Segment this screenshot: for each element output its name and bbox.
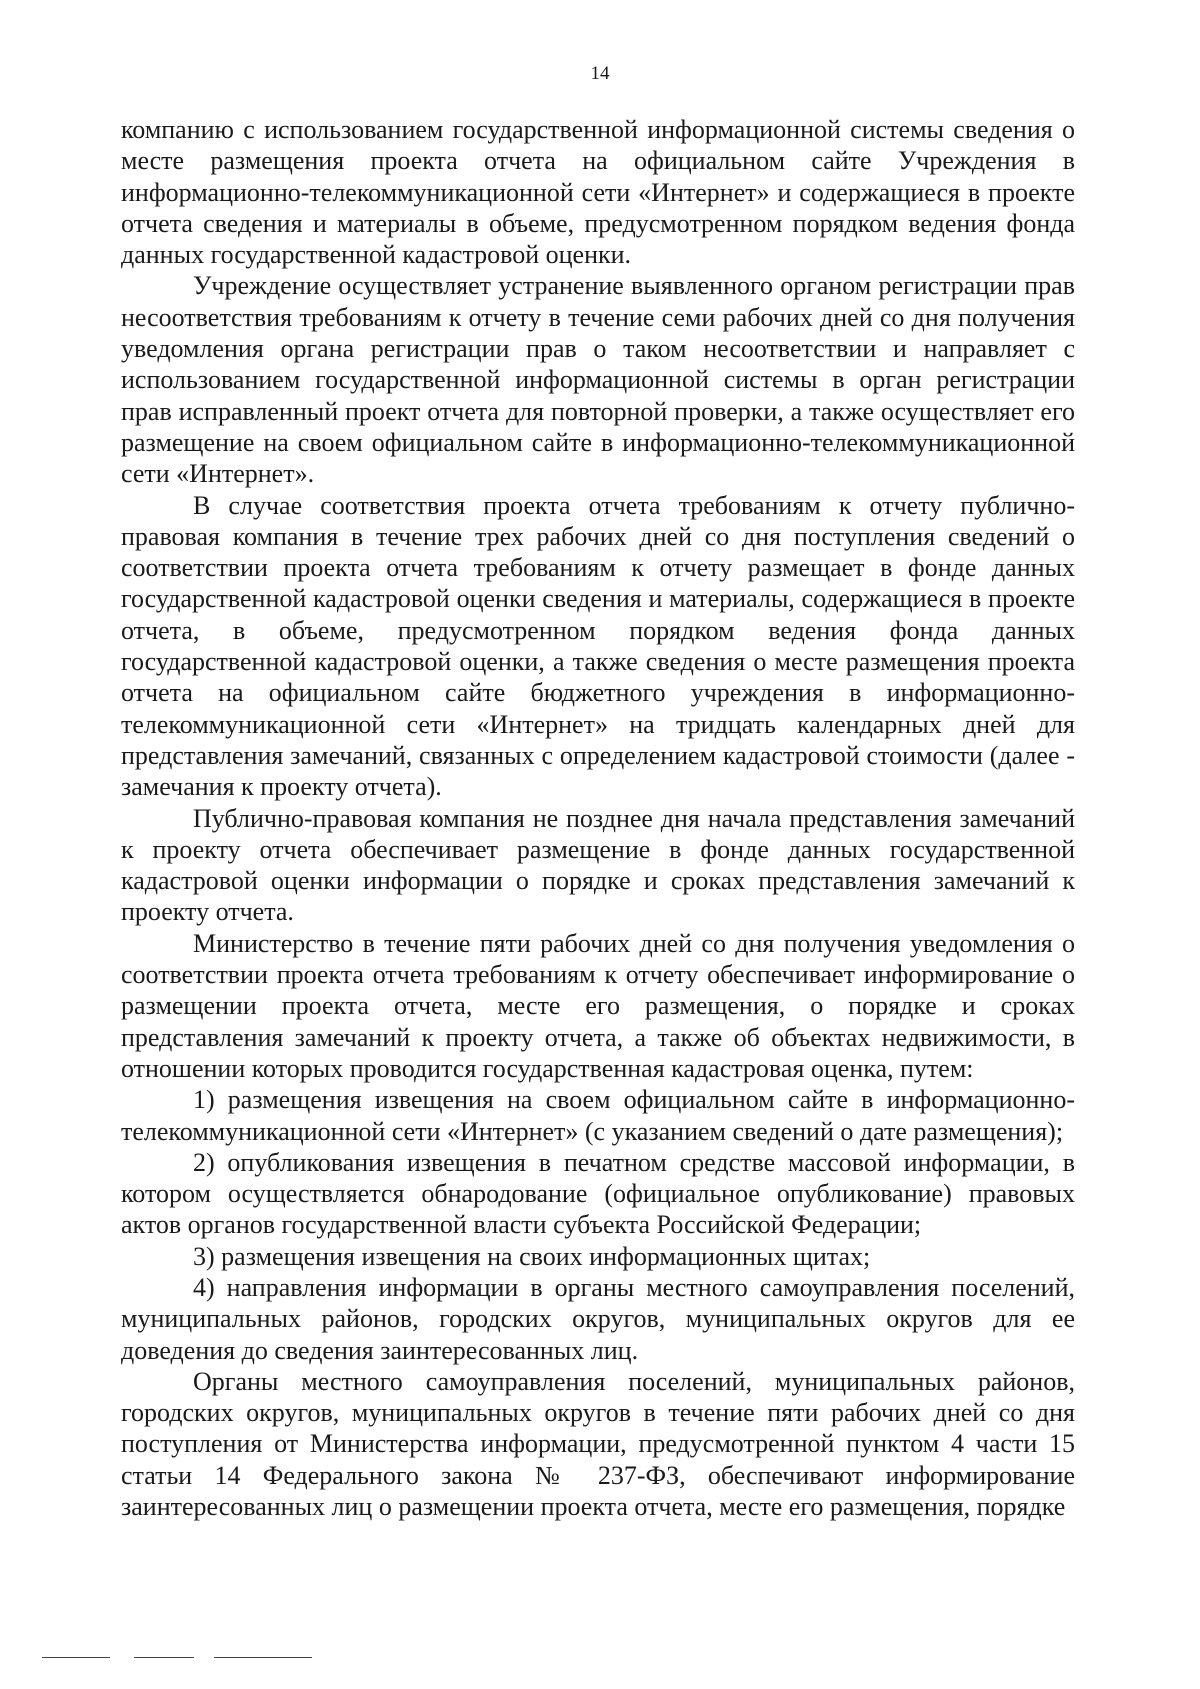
footer-line	[214, 1657, 312, 1658]
list-item-1: 1) размещения извещения на своем официальном сайте в информационно-телекоммуникационной сети «Интернет» (с указанием сведений о дате размещения);	[121, 1085, 1075, 1146]
list-item-4: 4) направления информации в органы местного самоуправления поселений, муниципальных районов, городских округов, муниципальных округов для ее доведения до сведения заинтересованных лиц.	[121, 1272, 1075, 1365]
paragraph-3: В случае соответствия проекта отчета требованиям к отчету публично-правовая компания в течение трех рабочих дней со дня поступления сведений о соответствии проекта отчета требованиям к отчету размещает в фонде данных государственной кадастровой оценки сведения и материалы, содержащиеся в проекте отчета, в объеме, предусмотренном порядком ведения фонда данных государственной кадастровой оценки, а также сведения о месте размещения проекта отчета на официальном сайте бюджетного учреждения в информационно-телекоммуникационной сети «Интернет» на тридцать календарных дней для представления замечаний, связанных с определением кадастровой стоимости (далее - замечания к проекту отчета).	[121, 490, 1075, 802]
footer-line	[42, 1657, 110, 1658]
paragraph-4: Публично-правовая компания не позднее дня начала представления замечаний к проекту отчета обеспечивает размещение в фонде данных государственной кадастровой оценки информации о порядке и сроках представления замечаний к проекту отчета.	[121, 803, 1075, 927]
list-item-2: 2) опубликования извещения в печатном средстве массовой информации, в котором осуществляется обнародование (официальное опубликование) правовых актов органов государственной власти субъекта Российской Федерации;	[121, 1147, 1075, 1240]
paragraph-6: Органы местного самоуправления поселений, муниципальных районов, городских округов, муниципальных округов в течение пяти рабочих дней со дня поступления от Министерства информации, предусмотренной пунктом 4 части 15 статьи 14 Федерального закона № 237-ФЗ, обеспечивают информирование заинтересованных лиц о размещении проекта отчета, месте его размещения, порядке	[121, 1366, 1075, 1522]
footer-line	[134, 1657, 194, 1658]
page-number: 14	[590, 63, 610, 84]
paragraph-1: компанию с использованием государственной информационной системы сведения о месте размещения проекта отчета на официальном сайте Учреждения в информационно-телекоммуникационной сети «Интернет» и содержащиеся в проекте отчета сведения и материалы в объеме, предусмотренном порядком ведения фонда данных государственной кадастровой оценки.	[121, 115, 1075, 270]
paragraph-2: Учреждение осуществляет устранение выявленного органом регистрации прав несоответствия требованиям к отчету в течение семи рабочих дней со дня получения уведомления органа регистрации прав о таком несоответствии и направляет с использованием государственной информационной системы в орган регистрации прав исправленный проект отчета для повторной проверки, а также осуществляет его размещение на своем официальном сайте в информационно-телекоммуникационной сети «Интернет».	[121, 271, 1075, 489]
list-item-3: 3) размещения извещения на своих информационных щитах;	[193, 1241, 871, 1271]
document-body	[121, 114, 1075, 1522]
paragraph-5: Министерство в течение пяти рабочих дней со дня получения уведомления о соответствии проекта отчета требованиям к отчету обеспечивает информирование о размещении проекта отчета, месте его размещения, о порядке и сроках представления замечаний к проекту отчета, а также об объектах недвижимости, в отношении которых проводится государственная кадастровая оценка, путем:	[121, 928, 1075, 1083]
